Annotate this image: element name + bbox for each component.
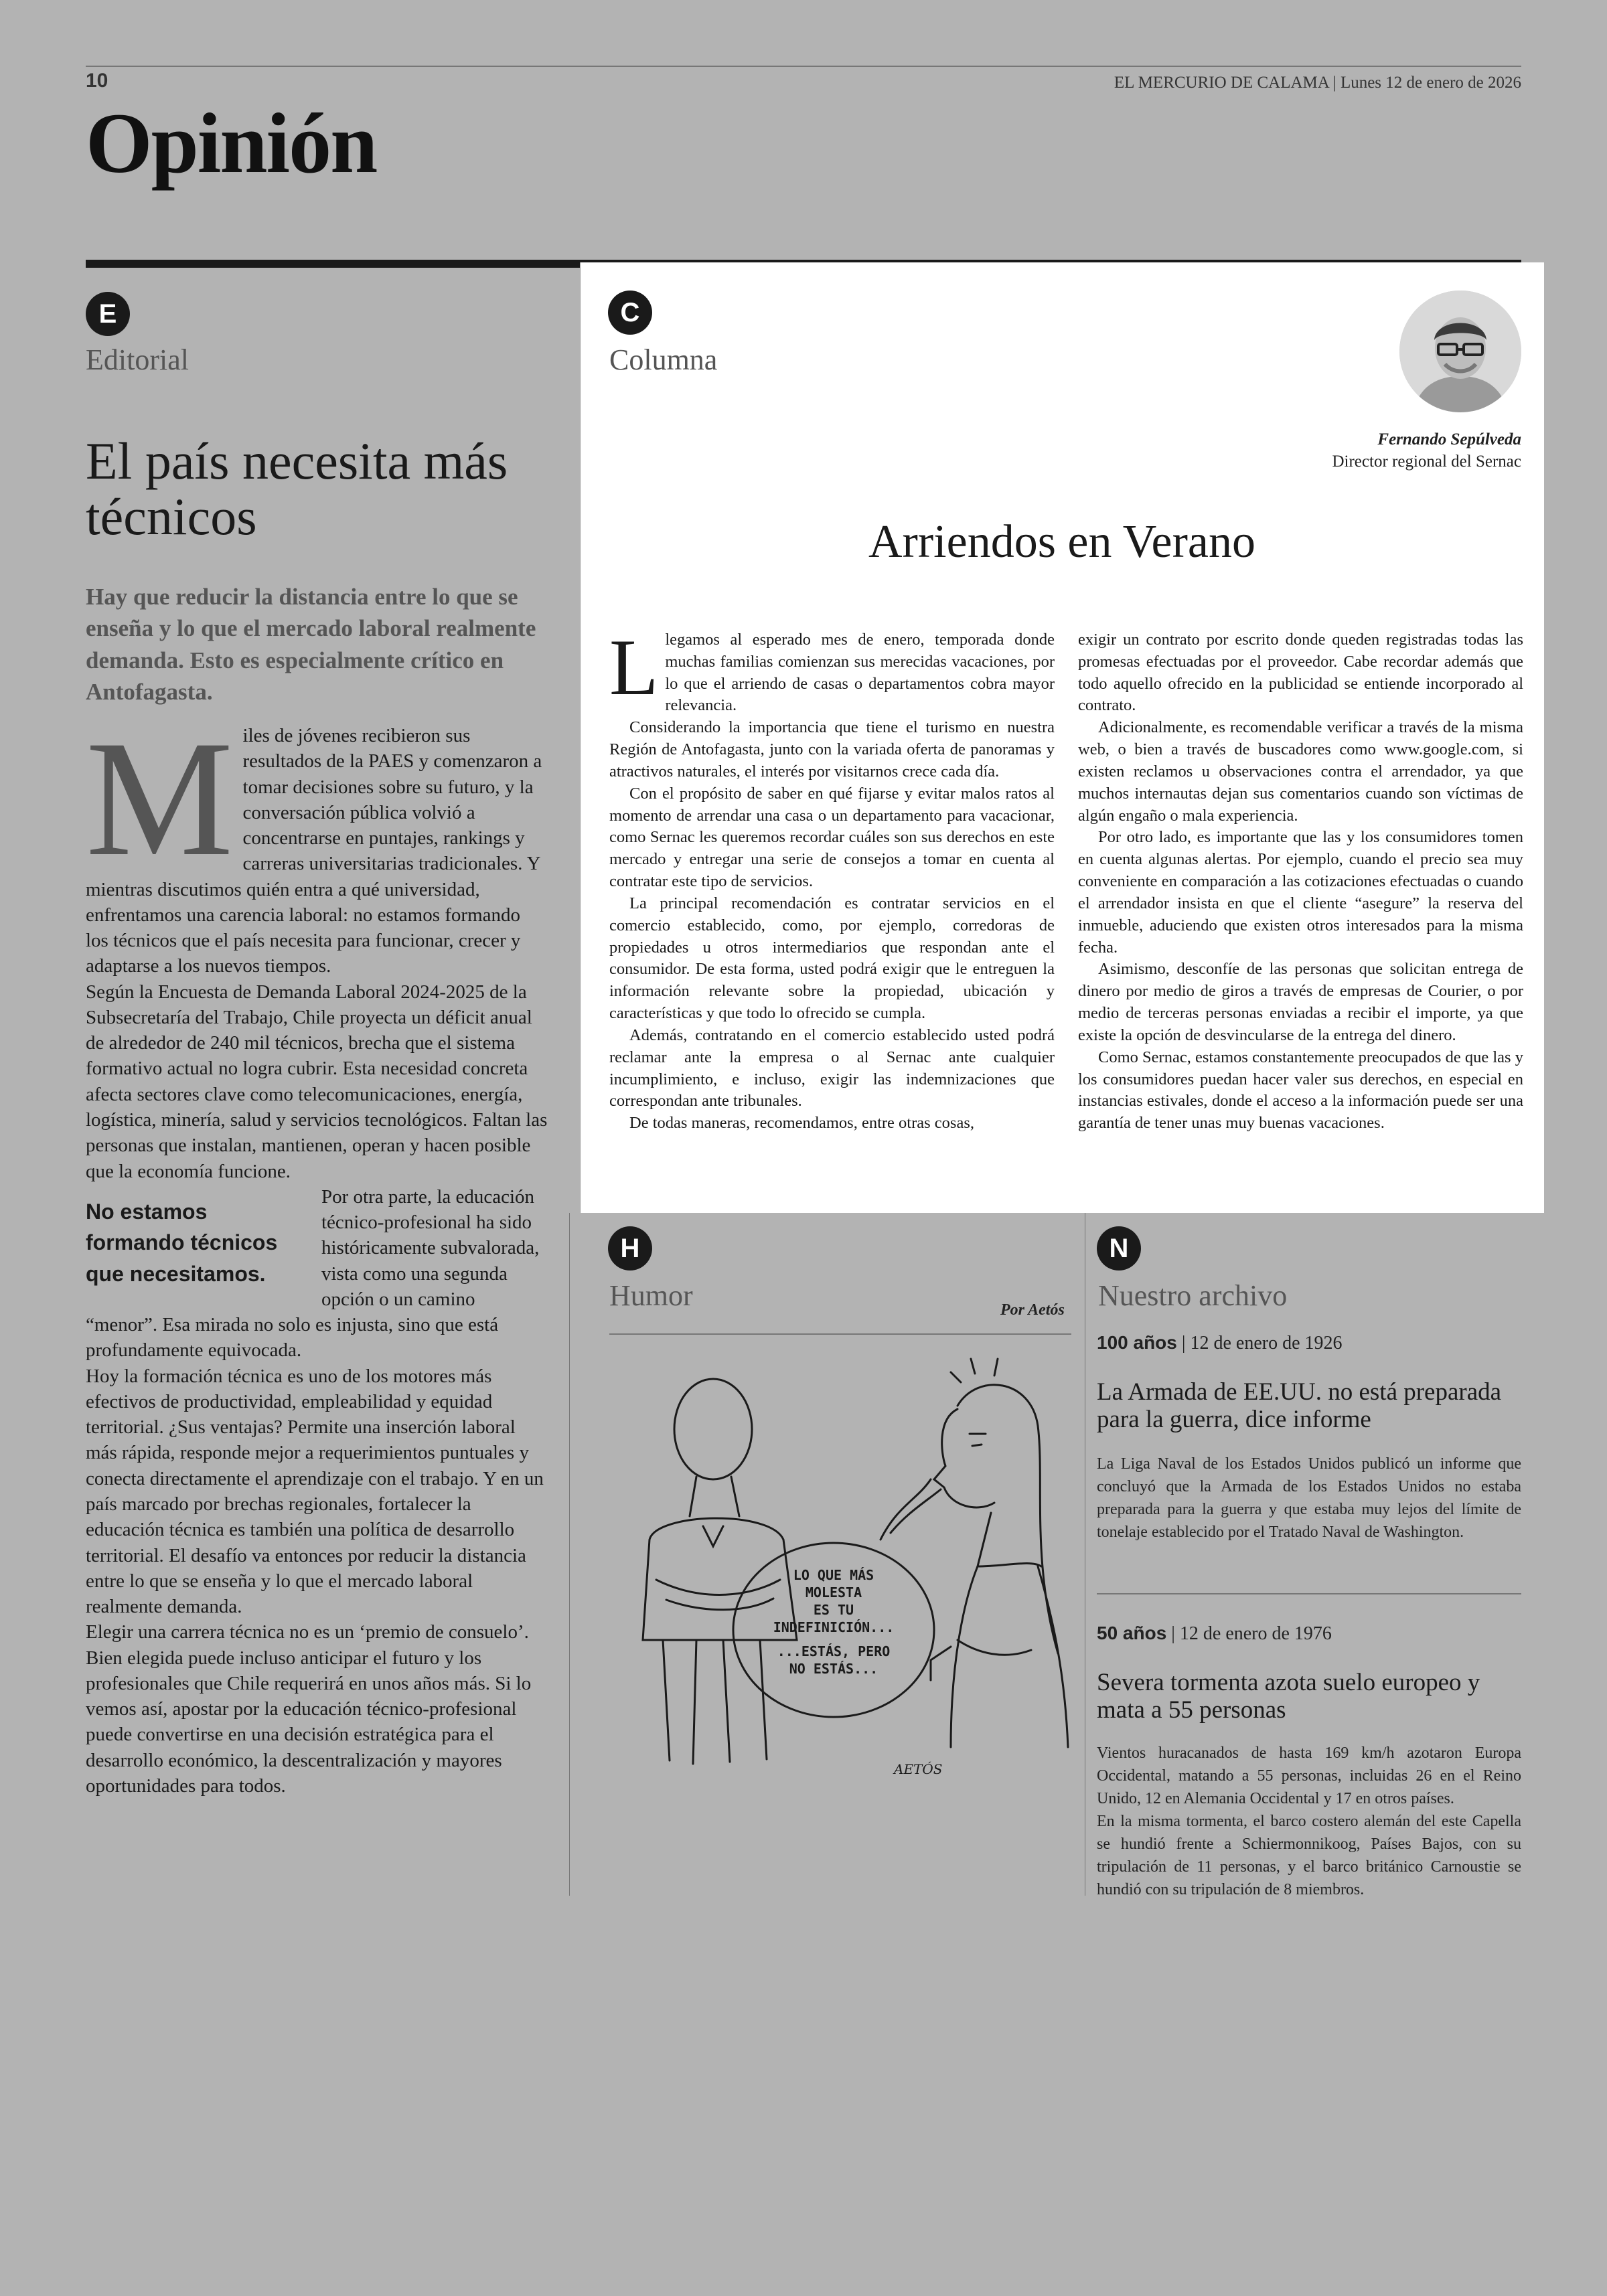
cartoon-signature: AETÓS [894, 1761, 943, 1777]
column-paragraph: Asimismo, desconfíe de las personas que solicitan entrega de dinero por medio de giros a través de empresas de Courier, o por medio de terceras personas enviadas a recibir el importe, ya que existe la opción de desvincularse de la entrega del dinero. [1078, 960, 1523, 1044]
editorial-paragraph: iles de jóvenes recibieron sus resultados de la PAES y comenzaron a tomar decisiones sobre su futuro, y la conversación pública volvió a concentrarse en puntajes, rankings y carreras universitarias tradicionales. Y mientras discutimos quién entra a qué universidad, enfrentamos una carencia laboral: no estamos formando los técnicos que el país necesita para funcionar, crecer y adaptarse a los nuevos tiempos. [86, 725, 542, 977]
section-title: Opinión [86, 96, 377, 191]
editorial-pullquote: No estamos formando técnicos que necesitamos. [86, 1199, 278, 1286]
archive-date: | 12 de enero de 1976 [1171, 1623, 1332, 1644]
column-paragraph: Como Sernac, estamos constantemente preocupados de que las y los consumidores puedan hacer valer sus derechos, en especial en instancias estivales, donde el acceso a la información puede ser una garantía de tener unas muy buenas vacaciones. [1078, 1048, 1523, 1133]
editorial-badge-icon: E [86, 292, 130, 336]
masthead: EL MERCURIO DE CALAMA | Lunes 12 de enero de 2026 [1114, 74, 1521, 92]
bubble-line: INDEFINICIÓN... [773, 1619, 895, 1635]
archive-years: 100 años [1097, 1332, 1177, 1353]
bubble-line: LO QUE MÁS [793, 1567, 874, 1583]
archive-paragraph: En la misma tormenta, el barco costero alemán del este Capella se hundió frente a Schiermonnikoog, Países Bajos, con su tripulación de 11 personas, y el barco británico Carnoustie se hundió con su tripulación de 8 miembros. [1097, 1813, 1521, 1899]
column-paragraph: Por otro lado, es importante que las y los consumidores tomen en cuenta algunas alertas. Por ejemplo, cuando el precio sea muy conveniente en comparación a las cotizaciones efectuadas o cuando el arrendador insista en que el cliente “asegure” la reserva del inmueble, aduciendo que existen otros interesados para la misma fecha. [1078, 828, 1523, 957]
archive-body [1097, 1453, 1521, 1544]
column-paragraph: La principal recomendación es contratar servicios en el comercio establecido, como, por ejemplo, corredoras de propiedades u otros intermediarios que respondan ante el consumidor. De esta forma, usted podrá exigir que le entreguen la información relevante sobre la propiedad, ubicación y características y que todo lo ofrecido se cumpla. [609, 894, 1055, 1023]
column-paragraph: exigir un contrato por escrito donde queden registradas todas las promesas efectuadas por el proveedor. Cabe recordar además que todo aquello ofrecido en la publicidad se entiende incorporado al contrato. [1078, 631, 1523, 715]
archive-paragraph: La Liga Naval de los Estados Unidos publicó un informe que concluyó que la Armada de los Estados Unidos no estaba preparada para la guerra y que estaba muy lejos del límite de tonelaje establecido por el Tratado Naval de Washington. [1097, 1455, 1521, 1542]
column-body-left [609, 623, 1055, 1135]
editorial-paragraph: Por otra parte, la educación técnico-profesional ha sido históricamente subvalorada, vista como una segunda opción o un camino “menor”. Esa mirada no solo es injusta, sino que está profundamente equivocada. [86, 1185, 540, 1362]
column-box-edge [580, 262, 581, 1213]
bubble-line: NO ESTÁS... [789, 1661, 878, 1677]
bubble-line: MOLESTA [805, 1584, 862, 1601]
archive-headline: La Armada de EE.UU. no está preparada para la guerra, dice informe [1097, 1378, 1502, 1433]
column-body-right [1078, 629, 1523, 1135]
author-photo [1399, 291, 1521, 412]
archive-rule [1097, 1593, 1521, 1594]
editorial-paragraph: Según la Encuesta de Demanda Laboral 2024-2025 de la Subsecretaría del Trabajo, Chile proyecta un déficit anual de alrededor de 240 mil técnicos, brecha que el sistema formativo actual no logra cubrir. Esta necesidad concreta afecta sectores clave como telecomunicaciones, energía, logística, minería, salud y servicios tecnológicos. Faltan las personas que instalan, mantienen, operan y hacen posible que la economía funcione. [86, 981, 548, 1182]
humor-kicker: Humor [609, 1279, 693, 1312]
archive-item-years [1097, 1623, 1332, 1645]
bubble-line: ...ESTÁS, PERO [777, 1643, 891, 1659]
editorial-paragraph: Hoy la formación técnica es uno de los motores más efectivos de productividad, empleabilidad y equidad territorial. ¿Sus ventajas? Permite una inserción laboral más rápida, responde mejor a requerimientos puntuales y conecta directamente el aprendizaje con el trabajo. Y en un país marcado por brechas regionales, fortalecer la educación técnica es también una política de desarrollo territorial. El desafío va entonces por reducir la distancia entre lo que se enseña y lo que el mercado laboral realmente demanda. [86, 1365, 544, 1618]
column-paragraph: Adicionalmente, es recomendable verificar a través de la misma web, o bien a través de buscadores como www.google.com, si existen reclamos u observaciones contra el arrendador, ya que muchos internautas dejan sus comentarios cuando son víctimas de algún engaño o mala experiencia. [1078, 718, 1523, 825]
humor-cartoon [603, 1345, 1085, 1801]
archive-item-years [1097, 1332, 1343, 1354]
humor-badge-icon: H [608, 1226, 652, 1270]
author-avatar-icon [1399, 291, 1521, 412]
humor-byline: Por Aetós [1000, 1301, 1065, 1319]
editorial-paragraph: Elegir una carrera técnica no es un ‘premio de consuelo’. Bien elegida puede incluso anticipar el futuro y los profesionales que Chile requerirá en unos años más. Si lo vemos así, apostar por la educación técnico-profesional puede convertirse en una decisión estratégica para el desarrollo económico, la descentralización y mayores oportunidades para todos. [86, 1621, 532, 1797]
top-rule [86, 66, 1521, 67]
editorial-dropcap: M [86, 706, 234, 890]
column-badge-icon: C [608, 291, 652, 335]
archive-badge-icon: N [1097, 1226, 1141, 1270]
column-kicker: Columna [609, 343, 718, 376]
column-paragraph: Considerando la importancia que tiene el turismo en nuestra Región de Antofagasta, junto con la variada oferta de panoramas y atractivos naturales, el interés por visitarnos crece cada día. [609, 718, 1055, 781]
bubble-line: ES TU [813, 1602, 854, 1618]
archive-date: | 12 de enero de 1926 [1181, 1333, 1343, 1354]
editorial-deck: Hay que reducir la distancia entre lo que se enseña y lo que el mercado laboral realmente demanda. Esto es especialmente crítico en Antofagasta. [86, 584, 536, 705]
column-paragraph: legamos al esperado mes de enero, temporada donde muchas familias comienzan sus merecidas vacaciones, por lo que el arriendo de casas o departamentos cobra mayor relevancia. [665, 631, 1055, 715]
column-separator [569, 1213, 570, 1896]
author-role: Director regional del Sernac [1332, 453, 1521, 471]
archive-kicker: Nuestro archivo [1098, 1279, 1288, 1312]
archive-headline: Severa tormenta azota suelo europeo y mata a 55 personas [1097, 1669, 1480, 1724]
author-name: Fernando Sepúlveda [1377, 430, 1521, 448]
column-paragraph: De todas maneras, recomendamos, entre otras cosas, [629, 1114, 974, 1133]
humor-rule [609, 1333, 1071, 1335]
page-number: 10 [86, 70, 108, 92]
archive-paragraph: Vientos huracanados de hasta 169 km/h azotaron Europa Occidental, matando a 55 personas, incluidas 26 en el Reino Unido, 12 en Alemania Occidental y 17 en otros países. [1097, 1744, 1521, 1808]
archive-years: 50 años [1097, 1623, 1167, 1643]
column-title: Arriendos en Verano [868, 516, 1255, 568]
column-dropcap: L [609, 623, 659, 712]
column-paragraph: Además, contratando en el comercio establecido usted podrá reclamar ante la empresa o al Sernac ante cualquier incumplimiento, e incluso, exigir las indemnizaciones que correspondan ante tribunales. [609, 1026, 1055, 1111]
archive-body [1097, 1742, 1521, 1902]
column-paragraph: Con el propósito de saber en qué fijarse y evitar malos ratos al momento de arrendar una casa o un departamento para vacacionar, como Sernac les queremos recordar cuáles son sus derechos en este mercado y entregar una serie de consejos a tomar en cuenta al contratar este tipo de servicios. [609, 784, 1055, 891]
editorial-title: El país necesita más técnicos [86, 432, 508, 546]
cartoon-drawing-icon [603, 1345, 1085, 1801]
editorial-body [86, 706, 548, 1799]
editorial-kicker: Editorial [86, 343, 189, 376]
